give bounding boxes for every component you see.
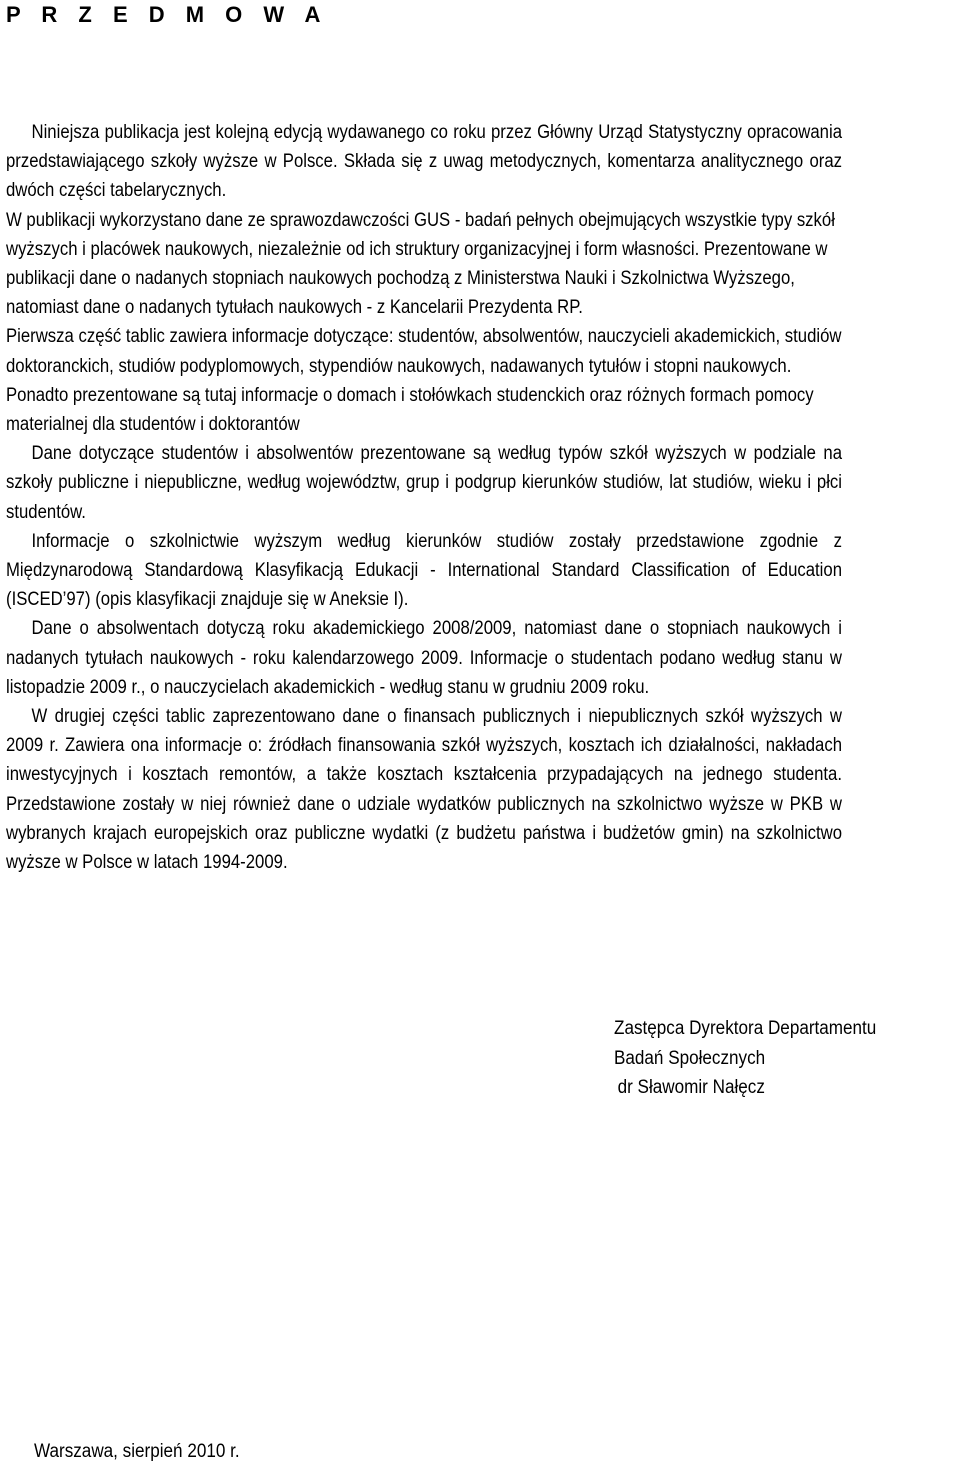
paragraph-reference-dates: Dane o absolwentach dotyczą roku akademickiego 2008/2009, natomiast dane o stopniach naukowych i nadanych tytułach naukowych - roku kalendarzowego 2009. Informacje o studentach podano według stanu w listopadzie 2009 r., o nauczycielach akademickich - według stanu w grudniu 2009 roku.: [6, 618, 842, 698]
preface-body: [6, 118, 842, 877]
paragraph-intro: Niniejsza publikacja jest kolejną edycją wydawanego co roku przez Główny Urząd Statystyczny opracowania przedstawiającego szkoły wyższe w Polsce. Składa się z uwag metodycznych, komentarza analitycznego oraz dwóch części tabelarycznych.: [6, 122, 842, 202]
paragraph-second-part: W drugiej części tablic zaprezentowano dane o finansach publicznych i niepublicznych szkół wyższych w 2009 r. Zawiera ona informacje o: źródłach finansowania szkół wyższych, kosztach ich działalności, nakładach inwestycyjnych i kosztach remontów, a także kosztach kształcenia przypadających na jednego studenta. Przedstawione zostały w niej również dane o udziale wydatków publicznych na szkolnictwo wyższe w PKB w wybranych krajach europejskich oraz publiczne wydatki (z budżetu państwa i budżetów gmin) na szkolnictwo wyższe w Polsce w latach 1994-2009.: [6, 706, 842, 874]
place-and-date: Warszawa, sierpień 2010 r.: [34, 1441, 240, 1462]
signature-title-line-2: Badań Społecznych: [614, 1047, 766, 1069]
signature-title-line-1: Zastępca Dyrektora Departamentu: [614, 1018, 877, 1039]
signature-name: dr Sławomir Nałęcz: [617, 1077, 765, 1098]
signature-block: [614, 1014, 876, 1103]
paragraph-first-part: Pierwsza część tablic zawiera informacje dotyczące: studentów, absolwentów, nauczycieli akademickich, studiów doktoranckich, studiów podyplomowych, stypendiów naukowych, nadawanych tytułów i stopni naukowych.: [6, 326, 842, 377]
paragraph-students-data: Dane dotyczące studentów i absolwentów prezentowane są według typów szkół wyższych w podziale na szkoły publiczne i niepubliczne, według województw, grup i podgrup kierunków studiów, lat studiów, wieku i płci studentów.: [6, 443, 842, 523]
paragraph-dormitories: Ponadto prezentowane są tutaj informacje o domach i stołówkach studenckich oraz różnych formach pomocy materialnej dla studentów i doktorantów: [6, 384, 814, 436]
paragraph-data-sources: W publikacji wykorzystano dane ze sprawozdawczości GUS - badań pełnych obejmujących wszystkie typy szkół wyższych i placówek naukowych, niezależnie od ich struktury organizacyjnej i form własności.: [6, 209, 835, 260]
page-title: P R Z E D M O W A: [6, 2, 328, 27]
paragraph-degrees-sources: Prezentowane w publikacji dane o nadanych stopniach naukowych pochodzą z Ministerstwa Nauki i Szkolnictwa Wyższego, natomiast dane o nadanych tytułach naukowych - z Kancelarii Prezydenta RP.: [6, 238, 828, 319]
paragraph-isced: Informacje o szkolnictwie wyższym według kierunków studiów zostały przedstawione zgodnie z Międzynarodową Standardową Klasyfikacją Edukacji - International Standard Classification of Education (ISCED’97) (opis klasyfikacji znajduje się w Aneksie I).: [6, 530, 842, 611]
